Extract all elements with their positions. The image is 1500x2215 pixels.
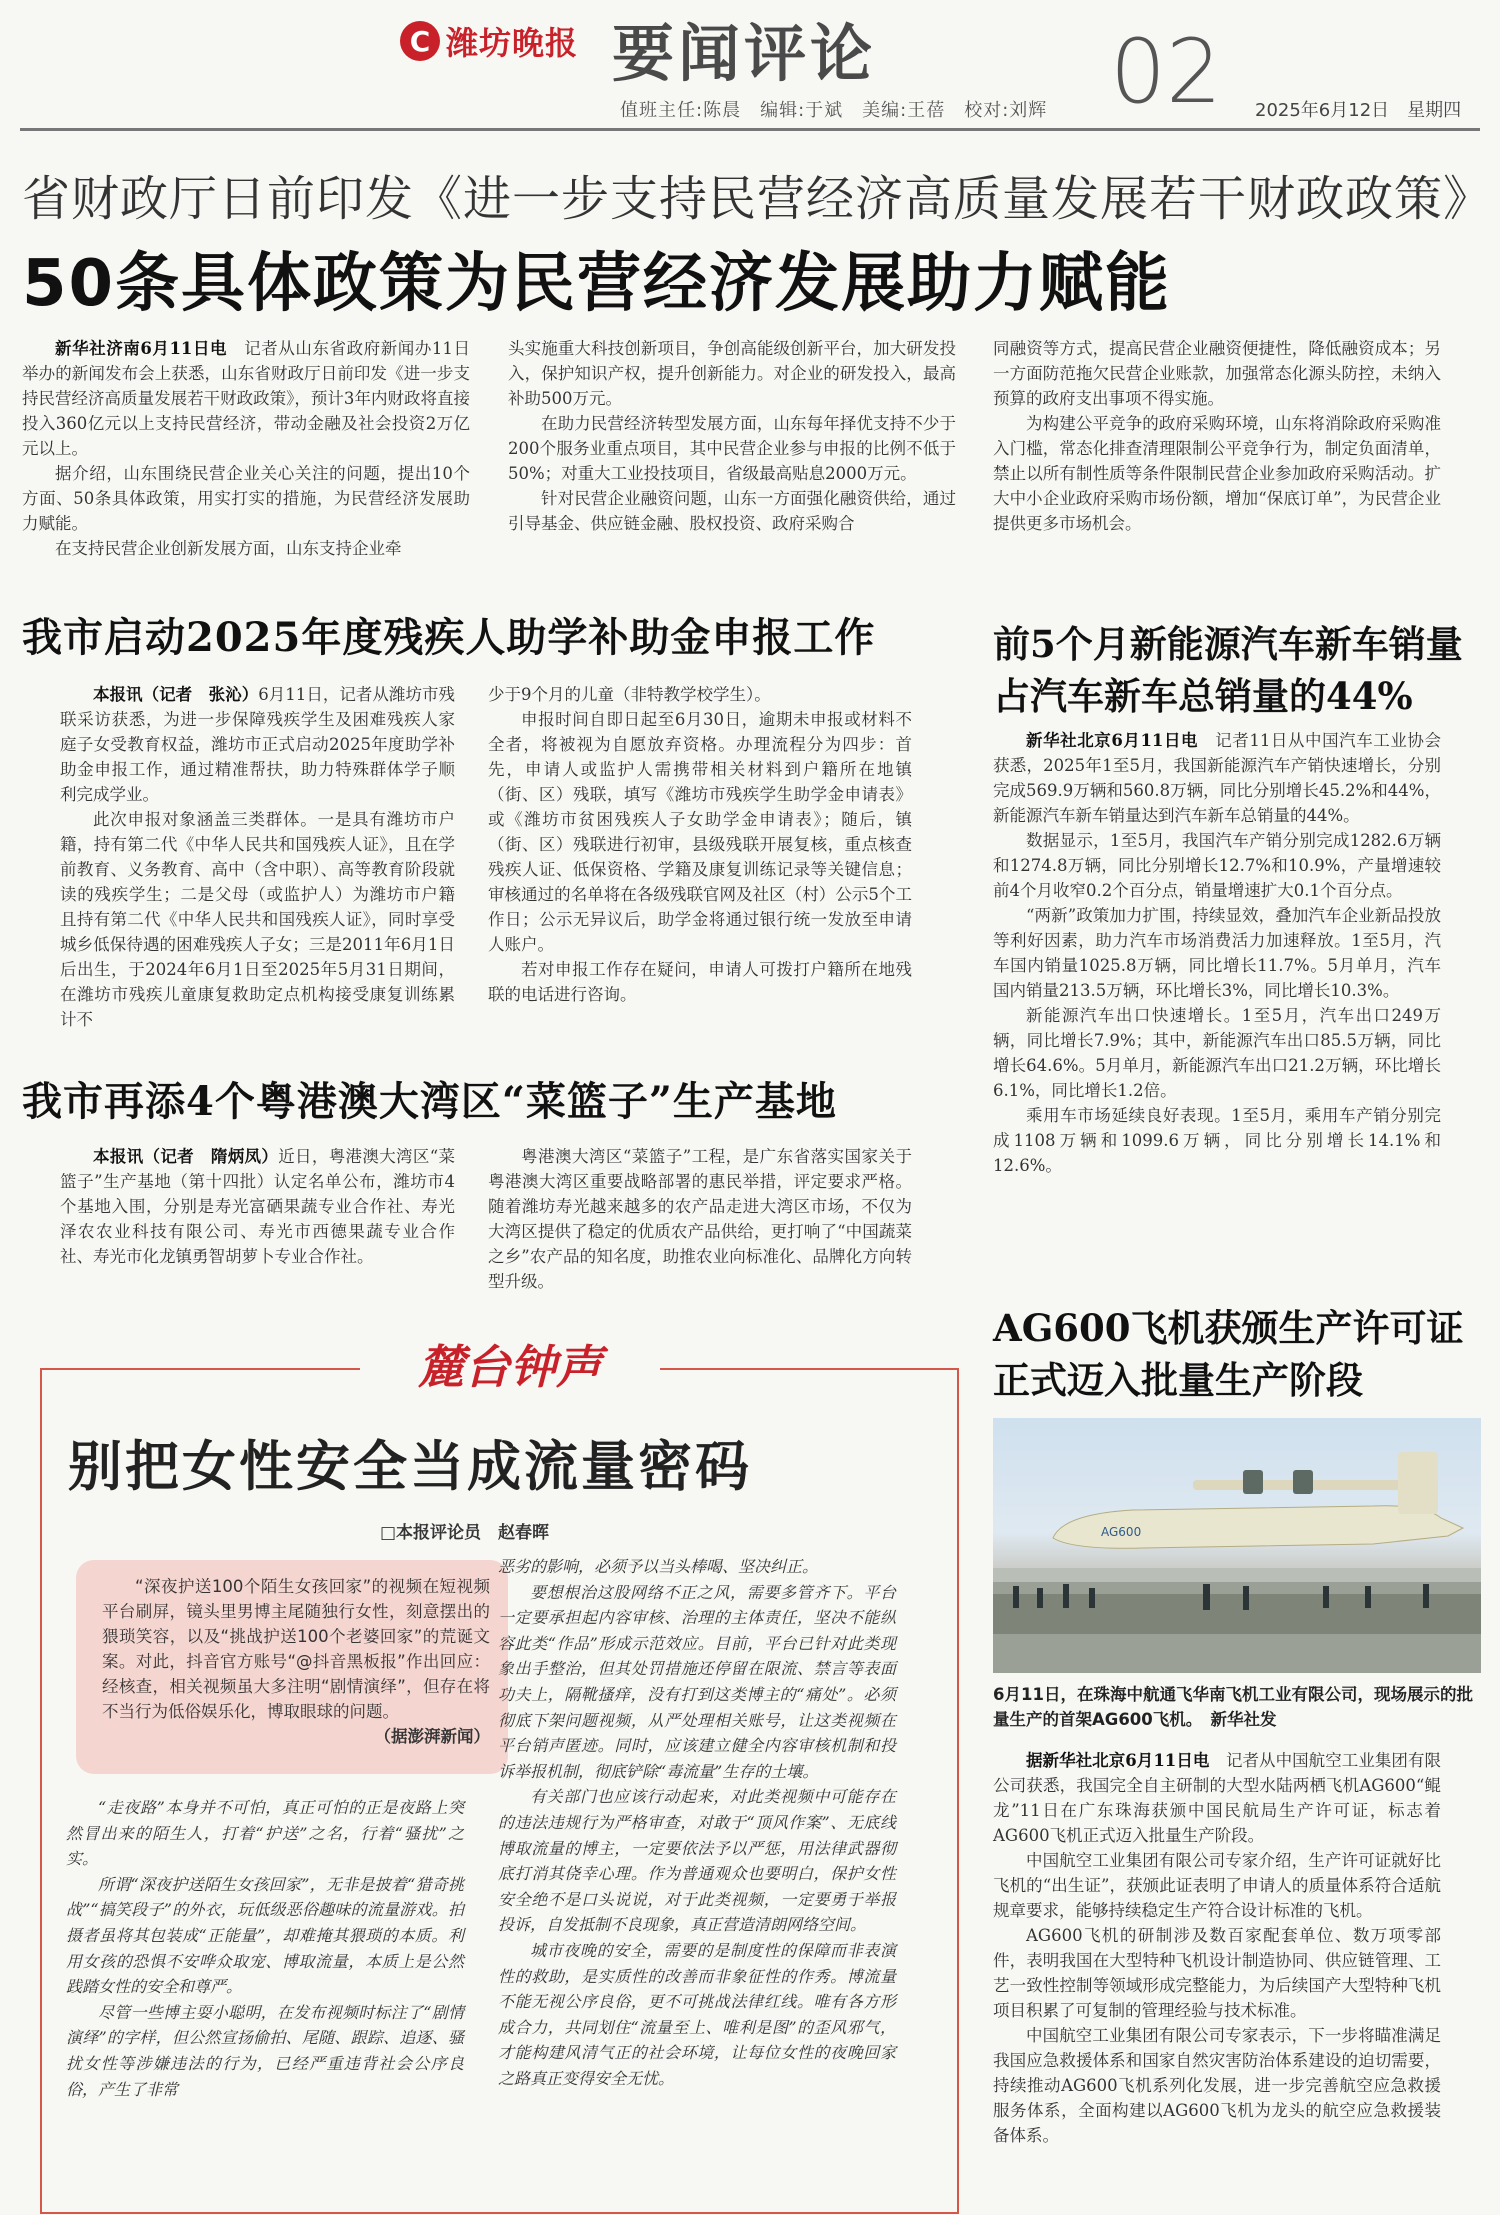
aircraft-image: [993, 1418, 1481, 1673]
article5-dateline: 据新华社北京6月11日电: [1026, 1751, 1210, 1770]
opinion-col1: [66, 1795, 464, 2102]
logo-mark-icon: C: [400, 21, 440, 61]
article1-text: 记者从山东省政府新闻办11日举办的新闻发布会上获悉，山东省财政厅日前印发《进一步支持民营经济高质量发展若干财政政策》，预计3年内财政将直接投入360亿元以上支持民营经济，带动金融及社会投资2万亿元以上。: [22, 339, 470, 458]
column-title: [360, 1330, 660, 1398]
article3-headline: 我市再添4个粤港澳大湾区“菜篮子”生产基地: [22, 1078, 837, 1125]
section-title: 要闻评论: [612, 17, 877, 90]
opinion-text: 所谓“深夜护送陌生女孩回家”，无非是披着“猎奇挑战”“搞笑段子”的外衣，玩低级恶俗趣味的流量游戏。拍摄者虽将其包装成“正能量”，却难掩其猥琐的本质。利用女孩的恐惧不安哗众取宠、博取流量，本质上是公然践踏女性的安全和尊严。: [66, 1874, 464, 1997]
article2-text: 此次申报对象涵盖三类群体。一是具有潍坊市户籍，持有第二代《中华人民共和国残疾人证》，且在学前教育、义务教育、高中（含中职）、高等教育阶段就读的残疾学生；二是父母（或监护人）为潍坊市户籍且持有第二代《中华人民共和国残疾人证》，同时享受城乡低保待遇的困难残疾人子女；三是2011年6月1日后出生，于2024年6月1日至2025年5月31日期间，在潍坊市残疾儿童康复救助定点机构接受康复训练累计不: [60, 810, 455, 1029]
masthead-logo: [400, 16, 615, 66]
article1-text: 同融资等方式，提高民营企业融资便捷性，降低融资成本；另一方面防范拖欠民营企业账款，加强常态化源头防控，未纳入预算的政府支出事项不得实施。: [993, 339, 1441, 408]
article1-text: 针对民营企业融资问题，山东一方面强化融资供给，通过引导基金、供应链金融、股权投资、政府采购合: [508, 489, 956, 533]
article1-text: 在支持民营企业创新发展方面，山东支持企业牵: [55, 539, 402, 558]
aircraft-label: AG600: [1101, 1525, 1142, 1539]
quote-box: [76, 1560, 508, 1774]
article5-text: 记者从中国航空工业集团有限公司获悉，我国完全自主研制的大型水陆两栖飞机AG600“鲲龙”11日在广东珠海获颁中国民航局生产许可证，标志着AG600飞机正式迈入批量生产阶段。: [993, 1751, 1441, 1845]
article1-text: 据介绍，山东围绕民营企业关心关注的问题，提出10个方面、50条具体政策，用实打实的措施，为民营经济发展助力赋能。: [22, 464, 470, 533]
opinion-text: 有关部门也应该行动起来，对此类视频中可能存在的违法违规行为严格审查，对敢于“顶风作案”、无底线博取流量的博主，一定要依法予以严惩，用法律武器彻底打消其侥幸心理。作为普通观众也要明白，保护女性安全绝不是口头说说，对于此类视频，一定要勇于举报投诉，自发抵制不良现象，真正营造清朗网络空间。: [498, 1787, 896, 1935]
article5-text: 中国航空工业集团有限公司专家介绍，生产许可证就好比飞机的“出生证”，获颁此证表明了申请人的质量体系符合适航规章要求，能够持续稳定生产符合设计标准的飞机。: [993, 1851, 1441, 1920]
quote-source: （据澎湃新闻）: [374, 1727, 490, 1746]
article2-text: 申报时间自即日起至6月30日，逾期未申报或材料不全者，将被视为自愿放弃资格。办理流程分为四步：首先，申请人或监护人需携带相关材料到户籍所在地镇（街、区）残联，填写《潍坊市残疾学生助学金申请表》或《潍坊市贫困残疾人子女助学金申请表》；随后，镇（街、区）残联进行初审，县级残联开展复核，重点核查残疾人证、低保资格、学籍及康复训练记录等关键信息；审核通过的名单将在各级残联官网及社区（村）公示5个工作日；公示无异议后，助学金将通过银行统一发放至申请人账户。: [488, 710, 912, 954]
photo-caption: 6月11日，在珠海中航通飞华南飞机工业有限公司，现场展示的批量生产的首架AG600飞机。 新华社发: [993, 1685, 1473, 1729]
article5-text: 中国航空工业集团有限公司专家表示，下一步将瞄准满足我国应急救援体系和国家自然灾害防治体系建设的迫切需要，持续推动AG600飞机系列化发展，进一步完善航空应急救援服务体系，全面构建以AG600飞机为龙头的航空应急救援装备体系。: [993, 2026, 1441, 2145]
staff-credits: 值班主任:陈晨 编辑:于斌 美编:王蓓 校对:刘辉: [620, 100, 1048, 121]
article1-col3: [993, 336, 1441, 536]
quote-text: “深夜护送100个陌生女孩回家”的视频在短视频平台刷屏，镜头里男博主尾随独行女性，刻意摆出的猥琐笑容，以及“挑战护送100个老婆回家”的荒诞文案。对此，抖音官方账号“@抖音黑板报”作出回应：经核查，相关视频虽大多注明“剧情演绎”，但存在将不当行为低俗娱乐化，博取眼球的问题。: [102, 1577, 490, 1721]
article4-text: “两新”政策加力扩围，持续显效，叠加汽车企业新品投放等利好因素，助力汽车市场消费活力加速释放。1至5月，汽车国内销量1025.8万辆，同比增长11.7%。5月单月，汽车国内销量213.5万辆，环比增长3%，同比增长10.3%。: [993, 906, 1441, 1000]
article2-text: 若对申报工作存在疑问，申请人可拨打户籍所在地残联的电话进行咨询。: [488, 960, 912, 1004]
article3-col1: [60, 1144, 455, 1269]
article1-text: 在助力民营经济转型发展方面，山东每年择优支持不少于200个服务业重点项目，其中民营企业参与申报的比例不低于50%；对重大工业投技项目，省级最高贴息2000万元。: [508, 414, 956, 483]
article3-text: 近日，粤港澳大湾区“菜篮子”生产基地（第十四批）认定名单公布，潍坊市4个基地入围，分别是寿光富硒果蔬专业合作社、寿光泽农农业科技有限公司、寿光市西德果蔬专业合作社、寿光市化龙镇勇智胡萝卜专业合作社。: [60, 1147, 456, 1266]
article1-col2: [508, 336, 956, 536]
issue-date: 2025年6月12日 星期四: [1255, 100, 1462, 121]
opinion-headline: 别把女性安全当成流量密码: [68, 1435, 752, 1498]
article4-dateline: 新华社北京6月11日电: [1026, 731, 1199, 750]
article2-col1: [60, 682, 455, 1032]
opinion-text: “走夜路”本身并不可怕，真正可怕的正是夜路上突然冒出来的陌生人，打着“护送”之名，行着“骚扰”之实。: [66, 1798, 464, 1869]
page-number: 02: [1110, 20, 1222, 123]
article5-headline: AG600飞机获颁生产许可证正式迈入批量生产阶段: [993, 1306, 1464, 1402]
article3-col2: [488, 1144, 912, 1294]
article5-text: AG600飞机的研制涉及数百家配套单位、数万项零部件，表明我国在大型特种飞机设计制造协同、供应链管理、工艺一致性控制等领域形成完整能力，为后续国产大型特种飞机项目积累了可复制的管理经验与技术标准。: [993, 1926, 1441, 2020]
column-name: 麓台钟声: [418, 1340, 602, 1394]
article1-text: 头实施重大科技创新项目，争创高能级创新平台，加大研发投入，保护知识产权，提升创新能力。对企业的研发投入，最高补助500万元。: [508, 339, 956, 408]
article3-text: 粤港澳大湾区“菜篮子”工程，是广东省落实国家关于粤港澳大湾区重要战略部署的惠民举措，评定要求严格。随着潍坊寿光越来越多的农产品走进大湾区市场，不仅为大湾区提供了稳定的优质农产品供给，更打响了“中国蔬菜之乡”农产品的知名度，助推农业向标准化、品牌化方向转型升级。: [488, 1147, 912, 1291]
masthead-rule: [20, 128, 1480, 131]
article2-headline: 我市启动2025年度残疾人助学补助金申报工作: [22, 614, 876, 661]
article4-body: [993, 728, 1441, 1178]
article1-text: 为构建公平竞争的政府采购环境，山东将消除政府采购准入门槛，常态化排查清理限制公平竞争行为，制定负面清单，禁止以所有制性质等条件限制民营企业参加政府采购活动。扩大中小企业政府采购市场份额，增加“保底订单”，为民营企业提供更多市场机会。: [993, 414, 1441, 533]
article5-body: [993, 1748, 1441, 2148]
article4-text: 新能源汽车出口快速增长。1至5月，汽车出口249万辆，同比增长7.9%；其中，新能源汽车出口85.5万辆，同比增长64.6%。5月单月，新能源汽车出口21.2万辆，环比增长6.1%，同比增长1.2倍。: [993, 1006, 1441, 1100]
article2-text: 少于9个月的儿童（非特教学校学生）。: [488, 685, 771, 704]
article3-dateline: 本报讯（记者 隋炳凤）: [93, 1147, 279, 1166]
article4-text: 数据显示，1至5月，我国汽车产销分别完成1282.6万辆和1274.8万辆，同比分别增长12.7%和10.9%，产量增速较前4个月收窄0.2个百分点，销量增速扩大0.1个百分点。: [993, 831, 1441, 900]
article2-col2: [488, 682, 912, 1007]
article1-dateline: 新华社济南6月11日电: [55, 339, 228, 358]
ag600-photo: [993, 1418, 1481, 1673]
article1-col1: [22, 336, 470, 561]
paper-name: 潍坊晚报: [446, 24, 579, 62]
article4-text: 乘用车市场延续良好表现。1至5月，乘用车产销分别完成1108万辆和1099.6万辆，同比分别增长14.1%和12.6%。: [993, 1106, 1441, 1175]
article2-text: 6月11日，记者从潍坊市残联采访获悉，为进一步保障残疾学生及困难残疾人家庭子女受教育权益，潍坊市正式启动2025年度助学补助金申报工作，通过精准帮扶，助力特殊群体学子顺利完成学业。: [60, 685, 456, 804]
article1-headline: 50条具体政策为民营经济发展助力赋能: [22, 247, 1172, 321]
article1-subhead: 省财政厅日前印发《进一步支持民营经济高质量发展若干财政政策》: [22, 171, 1493, 227]
opinion-byline: □本报评论员 赵春晖: [380, 1523, 550, 1543]
opinion-col2: [498, 1554, 896, 2091]
opinion-text: 尽管一些博主耍小聪明，在发布视频时标注了“剧情演绎”的字样，但公然宣扬偷拍、尾随、跟踪、追逐、骚扰女性等涉嫌违法的行为，已经严重违背社会公序良俗，产生了非常: [66, 2002, 464, 2099]
article4-headline: 前5个月新能源汽车新车销量占汽车新车总销量的44%: [993, 622, 1463, 718]
article4-text: 记者11日从中国汽车工业协会获悉，2025年1至5月，我国新能源汽车产销快速增长，分别完成569.9万辆和560.8万辆，同比分别增长45.2%和44%，新能源汽车新车销量达到汽车新车总销量的44%。: [993, 731, 1441, 825]
opinion-text: 城市夜晚的安全，需要的是制度性的保障而非表演性的救助，是实质性的改善而非象征性的作秀。博流量不能无视公序良俗，更不可挑战法律红线。唯有各方形成合力，共同划住“流量至上、唯利是图”的歪风邪气，才能构建风清气正的社会环境，让每位女性的夜晚回家之路真正变得安全无忧。: [498, 1940, 896, 2088]
opinion-text: 要想根治这股网络不正之风，需要多管齐下。平台一定要承担起内容审核、治理的主体责任，坚决不能纵容此类“作品”形成示范效应。目前，平台已针对此类现象出手整治，但其处罚措施还停留在限流、禁言等表面功夫上，隔靴搔痒，没有打到这类博主的“痛处”。必须彻底下架问题视频，从严处理相关账号，让这类视频在平台销声匿迹。同时，应该建立健全内容审核机制和投诉举报机制，彻底铲除“毒流量”生存的土壤。: [498, 1582, 896, 1781]
article2-dateline: 本报讯（记者 张沁）: [93, 685, 259, 704]
opinion-text: 恶劣的影响，必须予以当头棒喝、坚决纠正。: [498, 1557, 819, 1576]
